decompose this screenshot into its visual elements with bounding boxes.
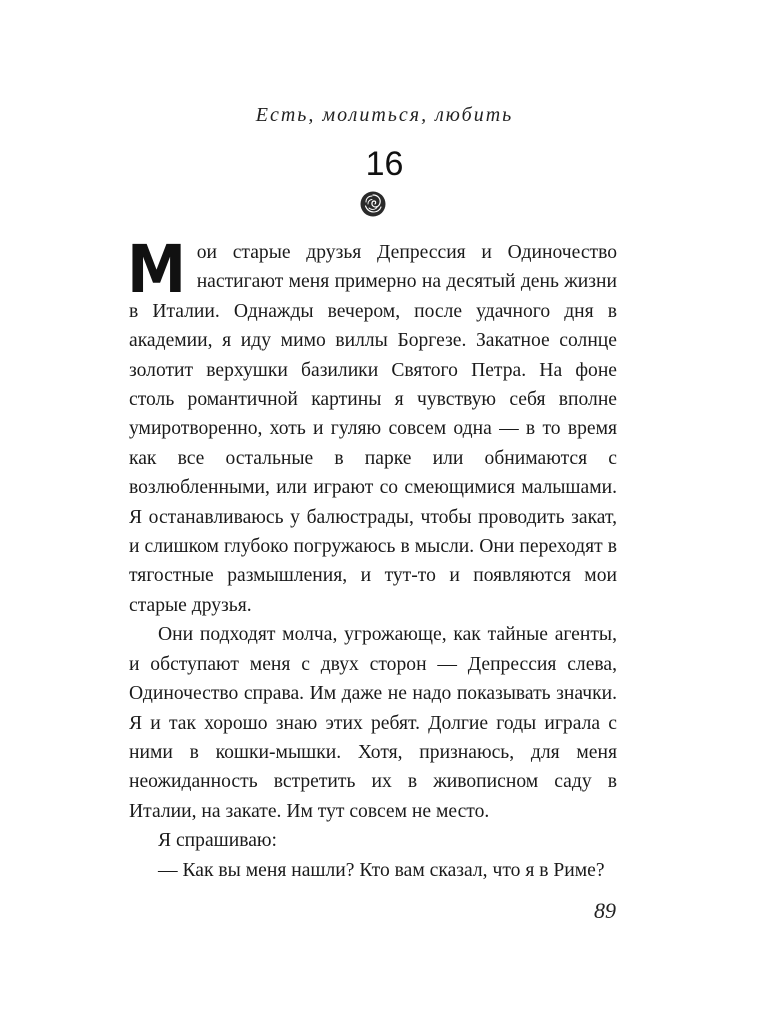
drop-cap: М [127, 231, 187, 308]
paragraph-1-text: ои старые друзья Депрессия и Одиночество настигают меня примерно на десятый день жизни в Италии. Однажды вечером, после удачного дня в академии, я иду мимо виллы Боргезе. Закатное солнце золотит верхушки базилики Святого Петра. На фоне столь романтичной картины я чувствую себя вполне умиротворенно, хоть и гуляю совсем одна — в то время как все остальные в парке или обнимаются с возлюбленными, или играют со смеющимися малышами. Я останавливаюсь у балюстрады, чтобы проводить закат, и слишком глубоко погружаюсь в мысли. Они переходят в тягостные размышления, и тут-то и появляются мои старые друзья. [129, 242, 617, 616]
paragraph-4: — Как вы меня нашли? Кто вам сказал, что я в Риме? [158, 859, 605, 881]
paragraph-3: Я спрашиваю: [158, 830, 277, 852]
chapter-body [127, 231, 617, 885]
paragraph-2: Они подходят молча, угрожающе, как тайные агенты, и обступают меня с двух сторон — Депрессия слева, Одиночество справа. Им даже не надо показывать значки. Я и так хорошо знаю этих ребят. Долгие годы играла с ними в кошки-мышки. Хотя, признаюсь, для меня неожиданность встретить их в живописном саду в Италии, на закате. Им тут совсем не место. [129, 624, 617, 822]
paragraph-1 [127, 231, 617, 620]
chapter-number: 16 [365, 145, 404, 183]
running-head-title: Есть, молиться, любить [255, 104, 514, 126]
rose-ornament-icon [359, 190, 387, 218]
page-number: 89 [594, 898, 616, 923]
